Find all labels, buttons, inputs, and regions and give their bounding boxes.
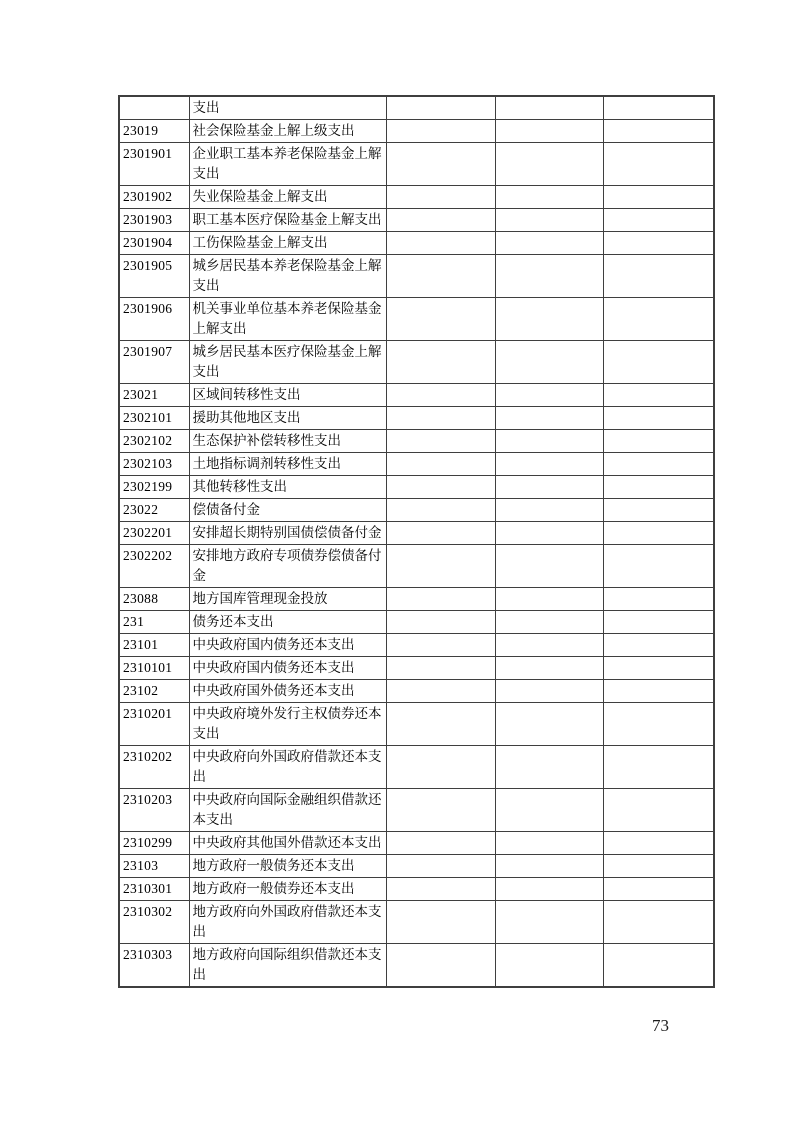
amount-cell-3: [603, 855, 714, 878]
table-row: [119, 96, 714, 120]
code-cell: 2301901: [119, 143, 189, 186]
amount-cell-1: [386, 545, 495, 588]
amount-cell-2: [495, 878, 603, 901]
amount-cell-3: [603, 209, 714, 232]
amount-cell-2: [495, 522, 603, 545]
description-cell: 失业保险基金上解支出: [189, 186, 386, 209]
amount-cell-3: [603, 588, 714, 611]
amount-cell-3: [603, 901, 714, 944]
amount-cell-2: [495, 341, 603, 384]
amount-cell-2: [495, 611, 603, 634]
amount-cell-2: [495, 855, 603, 878]
code-cell: 23021: [119, 384, 189, 407]
code-cell: 2301905: [119, 255, 189, 298]
code-cell: [119, 96, 189, 120]
description-cell: 地方政府向国际组织借款还本支出: [189, 944, 386, 988]
amount-cell-2: [495, 120, 603, 143]
amount-cell-3: [603, 878, 714, 901]
amount-cell-3: [603, 143, 714, 186]
table-row: [119, 384, 714, 407]
amount-cell-1: [386, 522, 495, 545]
amount-cell-2: [495, 96, 603, 120]
amount-cell-2: [495, 453, 603, 476]
amount-cell-2: [495, 255, 603, 298]
description-cell: 区域间转移性支出: [189, 384, 386, 407]
table-row: [119, 298, 714, 341]
description-cell: 城乡居民基本养老保险基金上解支出: [189, 255, 386, 298]
table-row: [119, 120, 714, 143]
code-cell: 2301906: [119, 298, 189, 341]
amount-cell-1: [386, 384, 495, 407]
amount-cell-3: [603, 703, 714, 746]
amount-cell-2: [495, 209, 603, 232]
code-cell: 2310302: [119, 901, 189, 944]
code-cell: 2310303: [119, 944, 189, 988]
description-cell: 社会保险基金上解上级支出: [189, 120, 386, 143]
amount-cell-3: [603, 476, 714, 499]
amount-cell-2: [495, 476, 603, 499]
amount-cell-3: [603, 634, 714, 657]
description-cell: 中央政府境外发行主权债券还本支出: [189, 703, 386, 746]
description-cell: 城乡居民基本医疗保险基金上解支出: [189, 341, 386, 384]
amount-cell-2: [495, 588, 603, 611]
code-cell: 2301903: [119, 209, 189, 232]
table-row: [119, 588, 714, 611]
code-cell: 2302101: [119, 407, 189, 430]
description-cell: 援助其他地区支出: [189, 407, 386, 430]
table-row: [119, 341, 714, 384]
code-cell: 2310201: [119, 703, 189, 746]
description-cell: 地方政府一般债务还本支出: [189, 855, 386, 878]
amount-cell-1: [386, 703, 495, 746]
code-cell: 23101: [119, 634, 189, 657]
description-cell: 土地指标调剂转移性支出: [189, 453, 386, 476]
budget-classification-table: [118, 95, 715, 988]
table-row: [119, 634, 714, 657]
code-cell: 2310301: [119, 878, 189, 901]
table-row: [119, 944, 714, 988]
code-cell: 2301907: [119, 341, 189, 384]
amount-cell-3: [603, 384, 714, 407]
amount-cell-2: [495, 298, 603, 341]
amount-cell-1: [386, 120, 495, 143]
table-row: [119, 255, 714, 298]
description-cell: 地方政府向外国政府借款还本支出: [189, 901, 386, 944]
amount-cell-3: [603, 407, 714, 430]
amount-cell-3: [603, 341, 714, 384]
amount-cell-3: [603, 680, 714, 703]
table-row: [119, 680, 714, 703]
code-cell: 23103: [119, 855, 189, 878]
table-row: [119, 878, 714, 901]
amount-cell-1: [386, 143, 495, 186]
amount-cell-1: [386, 186, 495, 209]
table-row: [119, 789, 714, 832]
amount-cell-3: [603, 430, 714, 453]
amount-cell-2: [495, 186, 603, 209]
description-cell: 生态保护补偿转移性支出: [189, 430, 386, 453]
table-row: [119, 407, 714, 430]
amount-cell-1: [386, 255, 495, 298]
table-row: [119, 186, 714, 209]
budget-table-body: [119, 96, 714, 987]
table-row: [119, 746, 714, 789]
description-cell: 债务还本支出: [189, 611, 386, 634]
code-cell: 2310299: [119, 832, 189, 855]
description-cell: 中央政府国内债务还本支出: [189, 634, 386, 657]
table-row: [119, 545, 714, 588]
amount-cell-3: [603, 789, 714, 832]
code-cell: 2301904: [119, 232, 189, 255]
amount-cell-3: [603, 944, 714, 988]
description-cell: 中央政府国内债务还本支出: [189, 657, 386, 680]
amount-cell-1: [386, 499, 495, 522]
amount-cell-2: [495, 746, 603, 789]
code-cell: 231: [119, 611, 189, 634]
page-number: 73: [652, 1016, 669, 1035]
amount-cell-1: [386, 832, 495, 855]
amount-cell-3: [603, 657, 714, 680]
code-cell: 2302199: [119, 476, 189, 499]
table-row: [119, 430, 714, 453]
amount-cell-3: [603, 232, 714, 255]
table-row: [119, 209, 714, 232]
table-row: [119, 522, 714, 545]
amount-cell-1: [386, 878, 495, 901]
description-cell: 中央政府向国际金融组织借款还本支出: [189, 789, 386, 832]
amount-cell-1: [386, 611, 495, 634]
amount-cell-3: [603, 545, 714, 588]
table-row: [119, 232, 714, 255]
amount-cell-2: [495, 545, 603, 588]
code-cell: 23019: [119, 120, 189, 143]
amount-cell-2: [495, 430, 603, 453]
amount-cell-1: [386, 209, 495, 232]
amount-cell-2: [495, 944, 603, 988]
amount-cell-2: [495, 703, 603, 746]
table-row: [119, 499, 714, 522]
description-cell: 偿债备付金: [189, 499, 386, 522]
table-row: [119, 143, 714, 186]
amount-cell-1: [386, 634, 495, 657]
table-row: [119, 476, 714, 499]
amount-cell-1: [386, 298, 495, 341]
code-cell: 2302103: [119, 453, 189, 476]
code-cell: 23022: [119, 499, 189, 522]
amount-cell-1: [386, 588, 495, 611]
amount-cell-3: [603, 832, 714, 855]
amount-cell-2: [495, 901, 603, 944]
description-cell: 企业职工基本养老保险基金上解支出: [189, 143, 386, 186]
code-cell: 23102: [119, 680, 189, 703]
amount-cell-3: [603, 499, 714, 522]
table-row: [119, 901, 714, 944]
amount-cell-3: [603, 522, 714, 545]
code-cell: 23088: [119, 588, 189, 611]
code-cell: 2302201: [119, 522, 189, 545]
amount-cell-1: [386, 232, 495, 255]
amount-cell-1: [386, 657, 495, 680]
description-cell: 安排地方政府专项债券偿债备付金: [189, 545, 386, 588]
amount-cell-1: [386, 476, 495, 499]
amount-cell-2: [495, 232, 603, 255]
amount-cell-2: [495, 407, 603, 430]
description-cell: 其他转移性支出: [189, 476, 386, 499]
amount-cell-1: [386, 680, 495, 703]
amount-cell-3: [603, 298, 714, 341]
amount-cell-1: [386, 855, 495, 878]
amount-cell-2: [495, 384, 603, 407]
amount-cell-1: [386, 453, 495, 476]
amount-cell-2: [495, 499, 603, 522]
description-cell: 地方政府一般债券还本支出: [189, 878, 386, 901]
amount-cell-2: [495, 832, 603, 855]
amount-cell-2: [495, 143, 603, 186]
amount-cell-1: [386, 96, 495, 120]
amount-cell-1: [386, 341, 495, 384]
description-cell: 中央政府向外国政府借款还本支出: [189, 746, 386, 789]
code-cell: 2302202: [119, 545, 189, 588]
code-cell: 2310202: [119, 746, 189, 789]
table-row: [119, 855, 714, 878]
amount-cell-2: [495, 657, 603, 680]
description-cell: 支出: [189, 96, 386, 120]
code-cell: 2302102: [119, 430, 189, 453]
code-cell: 2310101: [119, 657, 189, 680]
description-cell: 职工基本医疗保险基金上解支出: [189, 209, 386, 232]
amount-cell-3: [603, 255, 714, 298]
amount-cell-1: [386, 901, 495, 944]
code-cell: 2301902: [119, 186, 189, 209]
amount-cell-1: [386, 407, 495, 430]
amount-cell-3: [603, 746, 714, 789]
description-cell: 安排超长期特别国债偿债备付金: [189, 522, 386, 545]
amount-cell-2: [495, 789, 603, 832]
table-row: [119, 453, 714, 476]
description-cell: 中央政府其他国外借款还本支出: [189, 832, 386, 855]
amount-cell-3: [603, 453, 714, 476]
amount-cell-1: [386, 746, 495, 789]
amount-cell-2: [495, 680, 603, 703]
table-row: [119, 611, 714, 634]
amount-cell-3: [603, 186, 714, 209]
amount-cell-2: [495, 634, 603, 657]
description-cell: 机关事业单位基本养老保险基金上解支出: [189, 298, 386, 341]
description-cell: 中央政府国外债务还本支出: [189, 680, 386, 703]
table-row: [119, 657, 714, 680]
description-cell: 地方国库管理现金投放: [189, 588, 386, 611]
amount-cell-1: [386, 944, 495, 988]
description-cell: 工伤保险基金上解支出: [189, 232, 386, 255]
code-cell: 2310203: [119, 789, 189, 832]
amount-cell-3: [603, 120, 714, 143]
amount-cell-1: [386, 430, 495, 453]
amount-cell-3: [603, 611, 714, 634]
table-row: [119, 703, 714, 746]
amount-cell-1: [386, 789, 495, 832]
table-row: [119, 832, 714, 855]
amount-cell-3: [603, 96, 714, 120]
